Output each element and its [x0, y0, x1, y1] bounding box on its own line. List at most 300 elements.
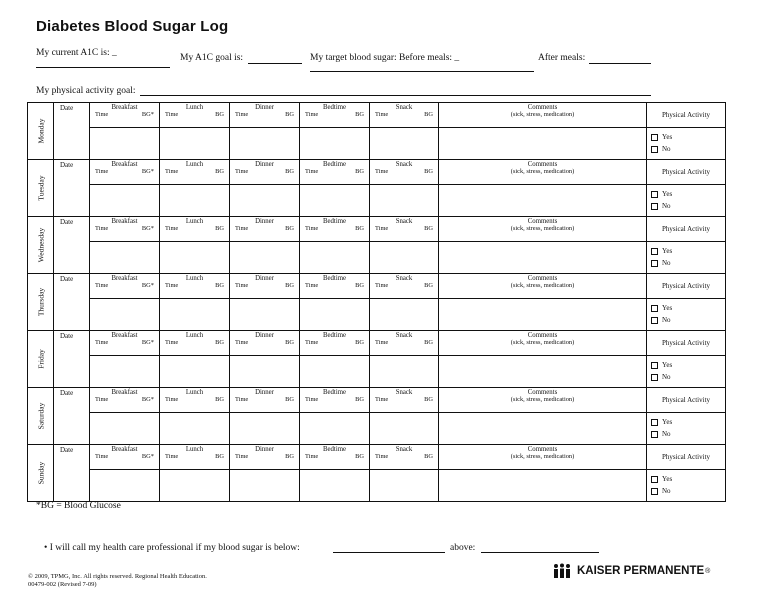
meal-name: Snack	[395, 389, 413, 396]
activity-goal-field[interactable]	[140, 95, 651, 96]
meal-header	[300, 103, 370, 128]
comments-sublabel: (sick, stress, medication)	[510, 282, 575, 289]
meal-header	[370, 331, 439, 356]
comments-entry-cell[interactable]	[439, 185, 647, 217]
call-instruction	[44, 543, 300, 553]
registered-mark: ®	[705, 567, 711, 575]
meal-name: Snack	[395, 161, 413, 168]
page-title: Diabetes Blood Sugar Log	[36, 18, 229, 35]
time-label: Time	[95, 168, 109, 175]
activity-checkbox-cell	[647, 299, 726, 331]
comments-header	[439, 445, 647, 470]
day-label-cell	[28, 388, 54, 445]
current-a1c-label: My current A1C is: _	[36, 48, 117, 58]
meal-entry-cell[interactable]	[90, 470, 160, 502]
meal-header	[160, 217, 230, 242]
date-cell[interactable]	[54, 331, 90, 388]
no-label: No	[662, 316, 671, 324]
meal-name: Lunch	[185, 161, 204, 168]
yes-option[interactable]	[651, 302, 725, 314]
meal-entry-cell[interactable]	[230, 299, 300, 331]
comments-entry-cell[interactable]	[439, 470, 647, 502]
date-label: Date	[60, 104, 74, 112]
comments-sublabel: (sick, stress, medication)	[510, 225, 575, 232]
physical-activity-label: Physical Activity	[661, 338, 711, 347]
meal-name: Lunch	[185, 389, 204, 396]
meal-entry-cell[interactable]	[370, 356, 439, 388]
yes-option[interactable]	[651, 245, 725, 257]
meal-name: Dinner	[255, 446, 274, 453]
meal-entry-cell[interactable]	[300, 413, 370, 445]
physical-activity-label: Physical Activity	[661, 281, 711, 290]
bg-label: BG	[285, 453, 294, 460]
meal-name: Snack	[395, 275, 413, 282]
day-label-cell	[28, 217, 54, 274]
time-label: Time	[165, 282, 179, 289]
comments-header	[439, 160, 647, 185]
yes-label: Yes	[662, 475, 673, 483]
meal-entry-cell[interactable]	[90, 299, 160, 331]
meal-header	[370, 160, 439, 185]
target-bs-label: My target blood sugar: Before meals: _	[310, 53, 460, 63]
date-label: Date	[60, 332, 74, 340]
above-value-field[interactable]	[481, 552, 599, 553]
date-cell[interactable]	[54, 160, 90, 217]
time-label: Time	[305, 111, 319, 118]
copyright: © 2009, TPMG, Inc. All rights reserved. Regional Health Education.	[28, 573, 207, 580]
bg-label: BG	[215, 339, 224, 346]
meal-name: Bedtime	[322, 218, 347, 225]
bg-label: BG	[355, 282, 364, 289]
meal-name: Dinner	[255, 104, 274, 111]
physical-activity-label: Physical Activity	[661, 110, 711, 119]
meal-entry-cell[interactable]	[160, 413, 230, 445]
time-label: Time	[165, 225, 179, 232]
bg-label: BG	[285, 396, 294, 403]
meal-entry-cell[interactable]	[160, 299, 230, 331]
bullet-icon: •	[44, 543, 50, 553]
yes-label: Yes	[662, 190, 673, 198]
meal-header	[90, 388, 160, 413]
bg-label: BG	[424, 453, 433, 460]
meal-entry-cell[interactable]	[160, 185, 230, 217]
physical-activity-header	[647, 217, 726, 242]
meal-header	[300, 388, 370, 413]
time-label: Time	[375, 225, 389, 232]
meal-name: Lunch	[185, 446, 204, 453]
meal-name: Lunch	[185, 275, 204, 282]
comments-entry-cell[interactable]	[439, 356, 647, 388]
meal-name: Breakfast	[111, 332, 138, 339]
checkbox[interactable]	[651, 362, 658, 369]
no-option[interactable]	[651, 257, 725, 269]
date-cell[interactable]	[54, 388, 90, 445]
physical-activity-header	[647, 274, 726, 299]
meal-header	[90, 103, 160, 128]
yes-label: Yes	[662, 418, 673, 426]
physical-activity-label: Physical Activity	[661, 395, 711, 404]
meal-name: Bedtime	[322, 332, 347, 339]
meal-entry-cell[interactable]	[370, 242, 439, 274]
meal-header	[300, 217, 370, 242]
day-label-cell	[28, 331, 54, 388]
meal-entry-cell[interactable]	[90, 242, 160, 274]
yes-option[interactable]	[651, 416, 725, 428]
time-label: Time	[305, 396, 319, 403]
bg-label: BG*	[141, 111, 154, 118]
time-label: Time	[165, 396, 179, 403]
current-a1c-field[interactable]	[36, 67, 170, 68]
checkbox[interactable]	[651, 488, 658, 495]
bg-label: BG	[424, 282, 433, 289]
after-meals-label: After meals:	[538, 53, 586, 63]
meal-entry-cell[interactable]	[90, 185, 160, 217]
meal-header	[370, 388, 439, 413]
activity-checkbox-cell	[647, 356, 726, 388]
meal-entry-cell[interactable]	[370, 470, 439, 502]
physical-activity-header	[647, 160, 726, 185]
meal-name: Bedtime	[322, 161, 347, 168]
meal-header	[300, 445, 370, 470]
day-label: Wednesday	[36, 227, 45, 263]
bg-label: BG	[355, 339, 364, 346]
comments-sublabel: (sick, stress, medication)	[510, 396, 575, 403]
meal-header	[370, 274, 439, 299]
below-value-field[interactable]	[333, 552, 445, 553]
day-label: Saturday	[36, 402, 45, 430]
time-label: Time	[305, 168, 319, 175]
physical-activity-header	[647, 331, 726, 356]
meal-entry-cell[interactable]	[230, 185, 300, 217]
meal-header	[90, 217, 160, 242]
day-label-cell	[28, 445, 54, 502]
date-label: Date	[60, 446, 74, 454]
comments-sublabel: (sick, stress, medication)	[510, 339, 575, 346]
bg-label: BG	[424, 225, 433, 232]
comments-entry-cell[interactable]	[439, 128, 647, 160]
checkbox[interactable]	[651, 203, 658, 210]
time-label: Time	[235, 282, 249, 289]
bg-label: BG	[215, 453, 224, 460]
meal-header	[370, 445, 439, 470]
comments-label: Comments	[527, 275, 558, 282]
meal-entry-cell[interactable]	[230, 242, 300, 274]
time-label: Time	[95, 111, 109, 118]
bg-label: BG	[424, 339, 433, 346]
comments-label: Comments	[527, 161, 558, 168]
time-label: Time	[235, 168, 249, 175]
meal-header	[230, 103, 300, 128]
checkbox[interactable]	[651, 476, 658, 483]
meal-entry-cell[interactable]	[160, 128, 230, 160]
time-label: Time	[375, 282, 389, 289]
meal-name: Snack	[395, 332, 413, 339]
checkbox[interactable]	[651, 419, 658, 426]
bg-label: BG	[355, 111, 364, 118]
date-cell[interactable]	[54, 217, 90, 274]
activity-goal-label: My physical activity goal:	[36, 86, 136, 96]
comments-sublabel: (sick, stress, medication)	[510, 168, 575, 175]
meal-name: Dinner	[255, 161, 274, 168]
comments-sublabel: (sick, stress, medication)	[510, 111, 575, 118]
no-label: No	[662, 259, 671, 267]
comments-label: Comments	[527, 218, 558, 225]
no-option[interactable]	[651, 485, 725, 497]
meal-name: Lunch	[185, 218, 204, 225]
no-label: No	[662, 202, 671, 210]
activity-checkbox-cell	[647, 413, 726, 445]
meal-entry-cell[interactable]	[300, 128, 370, 160]
comments-label: Comments	[527, 446, 558, 453]
date-label: Date	[60, 161, 74, 169]
meal-entry-cell[interactable]	[160, 356, 230, 388]
meal-name: Dinner	[255, 275, 274, 282]
time-label: Time	[375, 168, 389, 175]
time-label: Time	[165, 453, 179, 460]
comments-entry-cell[interactable]	[439, 299, 647, 331]
meal-entry-cell[interactable]	[300, 242, 370, 274]
physical-activity-header	[647, 103, 726, 128]
meal-name: Lunch	[185, 104, 204, 111]
date-label: Date	[60, 389, 74, 397]
time-label: Time	[95, 396, 109, 403]
bg-label: BG*	[141, 396, 154, 403]
meal-name: Breakfast	[111, 389, 138, 396]
meal-name: Snack	[395, 104, 413, 111]
bg-label: BG	[424, 168, 433, 175]
activity-checkbox-cell	[647, 242, 726, 274]
meal-entry-cell[interactable]	[300, 299, 370, 331]
no-option[interactable]	[651, 200, 725, 212]
time-label: Time	[375, 339, 389, 346]
meal-entry-cell[interactable]	[370, 185, 439, 217]
day-label-cell	[28, 274, 54, 331]
after-meals-field[interactable]	[589, 63, 651, 64]
bg-label: BG	[215, 111, 224, 118]
form-number: 00479-002 (Revised 7-09)	[28, 581, 97, 588]
checkbox[interactable]	[651, 431, 658, 438]
comments-label: Comments	[527, 389, 558, 396]
activity-checkbox-cell	[647, 185, 726, 217]
no-label: No	[662, 487, 671, 495]
bg-label: BG*	[141, 168, 154, 175]
meal-entry-cell[interactable]	[370, 128, 439, 160]
checkbox[interactable]	[651, 374, 658, 381]
bg-label: BG*	[141, 225, 154, 232]
a1c-goal-field[interactable]	[248, 63, 302, 64]
yes-option[interactable]	[651, 131, 725, 143]
meal-header	[230, 274, 300, 299]
no-option[interactable]	[651, 371, 725, 383]
day-label: Thursday	[36, 287, 45, 317]
meal-name: Bedtime	[322, 275, 347, 282]
yes-option[interactable]	[651, 188, 725, 200]
meal-entry-cell[interactable]	[300, 356, 370, 388]
meal-name: Bedtime	[322, 104, 347, 111]
meal-entry-cell[interactable]	[160, 470, 230, 502]
date-cell[interactable]	[54, 445, 90, 502]
yes-label: Yes	[662, 133, 673, 141]
physical-activity-label: Physical Activity	[661, 452, 711, 461]
meal-name: Snack	[395, 218, 413, 225]
day-label: Tuesday	[36, 175, 45, 201]
footnote: *BG = Blood Glucose	[36, 501, 121, 511]
checkbox[interactable]	[651, 191, 658, 198]
day-label-cell	[28, 103, 54, 160]
bg-label: BG	[355, 396, 364, 403]
comments-header	[439, 217, 647, 242]
comments-label: Comments	[527, 332, 558, 339]
meal-entry-cell[interactable]	[90, 356, 160, 388]
time-label: Time	[235, 339, 249, 346]
yes-option[interactable]	[651, 473, 725, 485]
checkbox[interactable]	[651, 248, 658, 255]
bg-label: BG	[285, 339, 294, 346]
checkbox[interactable]	[651, 317, 658, 324]
meal-header	[160, 445, 230, 470]
before-meals-field[interactable]	[310, 71, 534, 72]
checkbox[interactable]	[651, 305, 658, 312]
meal-entry-cell[interactable]	[370, 299, 439, 331]
no-option[interactable]	[651, 428, 725, 440]
meal-name: Breakfast	[111, 104, 138, 111]
yes-label: Yes	[662, 361, 673, 369]
bg-label: BG*	[141, 339, 154, 346]
time-label: Time	[305, 453, 319, 460]
meal-header	[160, 331, 230, 356]
bg-label: BG	[355, 225, 364, 232]
bg-label: BG	[215, 282, 224, 289]
meal-header	[160, 160, 230, 185]
meal-header	[300, 160, 370, 185]
yes-option[interactable]	[651, 359, 725, 371]
above-label: above:	[450, 543, 476, 553]
meal-header	[90, 274, 160, 299]
meal-name: Dinner	[255, 389, 274, 396]
no-option[interactable]	[651, 143, 725, 155]
meal-entry-cell[interactable]	[90, 128, 160, 160]
no-option[interactable]	[651, 314, 725, 326]
meal-header	[90, 160, 160, 185]
meal-header	[370, 217, 439, 242]
time-label: Time	[305, 282, 319, 289]
time-label: Time	[95, 339, 109, 346]
comments-header	[439, 388, 647, 413]
meal-header	[90, 331, 160, 356]
meal-name: Breakfast	[111, 218, 138, 225]
physical-activity-label: Physical Activity	[661, 167, 711, 176]
meal-entry-cell[interactable]	[160, 242, 230, 274]
meal-name: Breakfast	[111, 275, 138, 282]
yes-label: Yes	[662, 247, 673, 255]
meal-name: Breakfast	[111, 161, 138, 168]
bg-label: BG	[215, 225, 224, 232]
time-label: Time	[95, 282, 109, 289]
meal-entry-cell[interactable]	[300, 470, 370, 502]
bg-label: BG*	[141, 453, 154, 460]
time-label: Time	[375, 396, 389, 403]
no-label: No	[662, 430, 671, 438]
time-label: Time	[305, 339, 319, 346]
date-cell[interactable]	[54, 103, 90, 160]
meal-header	[230, 331, 300, 356]
meal-entry-cell[interactable]	[230, 470, 300, 502]
meal-name: Dinner	[255, 218, 274, 225]
meal-name: Bedtime	[322, 389, 347, 396]
bg-label: BG	[285, 111, 294, 118]
bg-label: BG	[285, 282, 294, 289]
meal-entry-cell[interactable]	[370, 413, 439, 445]
comments-entry-cell[interactable]	[439, 242, 647, 274]
meal-header	[160, 103, 230, 128]
meal-entry-cell[interactable]	[230, 356, 300, 388]
comments-header	[439, 103, 647, 128]
date-cell[interactable]	[54, 274, 90, 331]
bg-label: BG	[285, 168, 294, 175]
meal-header	[230, 445, 300, 470]
meal-entry-cell[interactable]	[300, 185, 370, 217]
comments-header	[439, 331, 647, 356]
meal-header	[230, 160, 300, 185]
physical-activity-label: Physical Activity	[661, 224, 711, 233]
physical-activity-header	[647, 388, 726, 413]
meal-header	[90, 445, 160, 470]
time-label: Time	[235, 453, 249, 460]
physical-activity-header	[647, 445, 726, 470]
bg-label: BG	[424, 111, 433, 118]
time-label: Time	[375, 453, 389, 460]
meal-entry-cell[interactable]	[90, 413, 160, 445]
meal-header	[300, 274, 370, 299]
time-label: Time	[165, 339, 179, 346]
yes-label: Yes	[662, 304, 673, 312]
bg-label: BG	[215, 396, 224, 403]
bg-label: BG*	[141, 282, 154, 289]
time-label: Time	[95, 453, 109, 460]
meal-name: Snack	[395, 446, 413, 453]
blood-sugar-log-table	[27, 102, 726, 502]
meal-header	[230, 388, 300, 413]
date-label: Date	[60, 275, 74, 283]
checkbox[interactable]	[651, 260, 658, 267]
time-label: Time	[305, 225, 319, 232]
day-label: Monday	[36, 118, 45, 144]
meal-name: Lunch	[185, 332, 204, 339]
activity-checkbox-cell	[647, 470, 726, 502]
time-label: Time	[235, 225, 249, 232]
call-instruction-text: I will call my health care professional if my blood sugar is below:	[49, 543, 300, 553]
time-label: Time	[165, 111, 179, 118]
comments-header	[439, 274, 647, 299]
bg-label: BG	[355, 168, 364, 175]
comments-entry-cell[interactable]	[439, 413, 647, 445]
meal-header	[160, 388, 230, 413]
bg-label: BG	[355, 453, 364, 460]
meal-header	[160, 274, 230, 299]
time-label: Time	[235, 111, 249, 118]
day-label: Friday	[36, 349, 45, 369]
bg-label: BG	[285, 225, 294, 232]
meal-entry-cell[interactable]	[230, 413, 300, 445]
day-label: Sunday	[36, 461, 45, 485]
checkbox[interactable]	[651, 146, 658, 153]
meal-name: Bedtime	[322, 446, 347, 453]
day-label-cell	[28, 160, 54, 217]
meal-entry-cell[interactable]	[230, 128, 300, 160]
checkbox[interactable]	[651, 134, 658, 141]
meal-header	[300, 331, 370, 356]
meal-name: Breakfast	[111, 446, 138, 453]
